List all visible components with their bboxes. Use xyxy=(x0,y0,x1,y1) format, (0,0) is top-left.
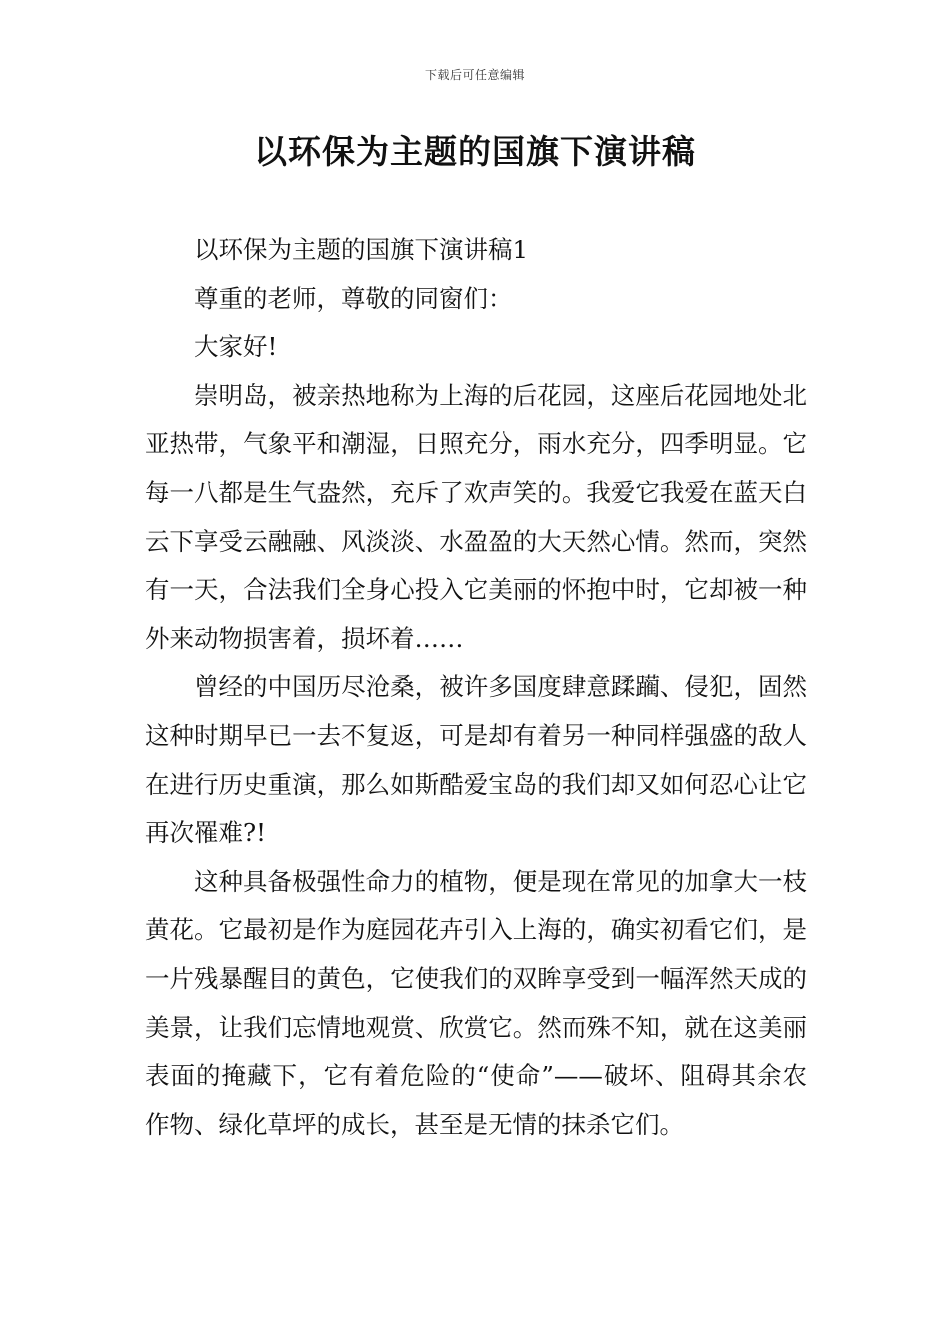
paragraph-subtitle: 以环保为主题的国旗下演讲稿1 xyxy=(194,235,529,264)
paragraph-salutation: 尊重的老师，尊敬的同窗们： xyxy=(194,283,513,313)
header-note: 下载后可任意编辑 xyxy=(424,68,525,82)
paragraph-body: 崇明岛，被亲热地称为上海的后花园，这座后花园地处北亚热带，气象平和潮湿，日照充分，雨水充分，四季明显。它每一八都是生气盎然，充斥了欢声笑的。我爱它我爱在蓝天白云下享受云融融、风淡淡、水盈盈的大天然心情。然而，突然有一天，合法我们全身心投入它美丽的怀抱中时，它却被一种外来动物损害着，损坏着…… xyxy=(145,380,807,653)
document-title: 以环保为主题的国旗下演讲稿 xyxy=(254,132,696,171)
paragraph-greeting: 大家好! xyxy=(194,332,278,362)
paragraph-body: 曾经的中国历尽沧桑，被许多国度肆意蹂躏、侵犯，固然这种时期早已一去不复返，可是却有着另一种同样强盛的敌人在进行历史重演，那么如斯酷爱宝岛的我们却又如何忍心让它再次罹难?! xyxy=(145,672,807,848)
document-body xyxy=(145,226,807,1149)
paragraph-body: 这种具备极强性命力的植物，便是现在常见的加拿大一枝黄花。它最初是作为庭园花卉引入上海的，确实初看它们，是一片残暴醒目的黄色，它使我们的双眸享受到一幅浑然天成的美景，让我们忘情地观赏、欣赏它。然而殊不知，就在这美丽表面的掩藏下，它有着危险的“使命”——破坏、阻碍其余农作物、绿化草坪的成长，甚至是无情的抹杀它们。 xyxy=(145,866,807,1139)
